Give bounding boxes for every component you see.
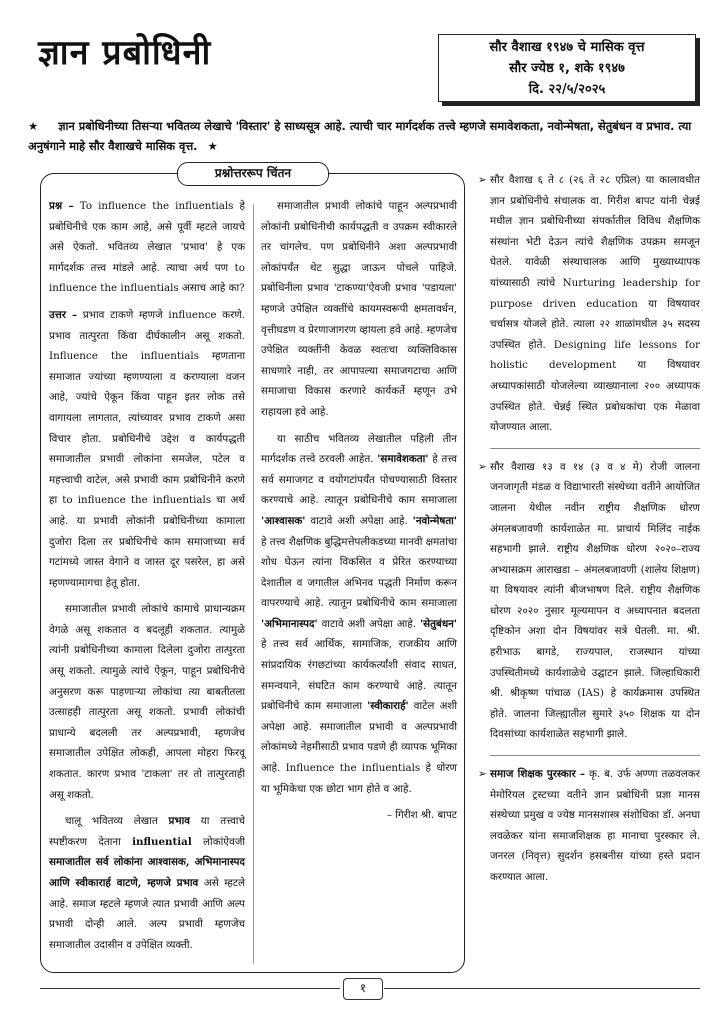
p5-e: हे तत्त्व सर्व आर्थिक, सामाजिक, राजकीय आणि सांप्रदायिक रंगछटांच्या कार्यकर्त्यांशी संवाद साधत, समन्वयाने, संघटित काम करण्याचे आहे. त्यातून प्रबोधिनीचे काम समाजाला <box>261 638 457 713</box>
article-title: प्रश्नोत्तररूप चिंतन <box>177 162 329 186</box>
paragraph-5 <box>261 429 457 800</box>
p3-bold-influential: influential <box>132 835 192 848</box>
news-item-2 <box>478 457 700 745</box>
star-icon: ★ <box>28 119 39 133</box>
answer-paragraph <box>49 305 245 593</box>
p5-a: हे तत्त्व सर्व समाजगट व वयोगटांपर्यंत पोचण्यासाठी विस्तार करण्याचे आहे. त्यातून प्रबोधिनीचे काम समाजाला <box>261 453 457 507</box>
arrow-bullet-icon: ➢ <box>478 460 487 473</box>
p3-mid: या तत्त्वाचे स्पष्टीकरण देताना <box>49 815 245 848</box>
p5-start: या साठीच भवितव्य लेखातील पहिली तीन मार्गदर्शक तत्त्वे ठरवली आहेत. <box>261 432 457 466</box>
intro-text: ज्ञान प्रबोधिनीच्या तिसऱ्या भवितव्य लेखाचे 'विस्तार' हे साध्यसूत्र आहे. त्याची चार मार्गदर्शक तत्त्वे म्हणजे समावेशकता, नवोन्मेषता, सेतुबंधन व प्रभाव. त्या अनुषंगाने माहे सौर वैशाखचे मासिक वृत्त. <box>28 119 692 153</box>
question-label: प्रश्न – <box>49 200 74 212</box>
paragraph-4: समाजातील प्रभावी लोकांचे पाहून अल्पप्रभावी लोकांनी प्रबोधिनीची कार्यपद्धती व उपक्रम स्वीकारले तर चांगलेच. पण प्रबोधिनीने अशा अल्पप्रभावी लोकांपर्यंत थेट सुद्धा जाऊन पोचले पाहिजे. प्रबोधिनीला प्रभाव 'टाकण्या'ऐवजी प्रभाव 'पडायला' म्हणजे उपेक्षित व्यक्तींचे कायमस्वरूपी क्षमतावर्धन, वृत्तीघडण व प्रेरणाजागरण व्हायला हवे आहे. म्हणजेच उपेक्षित व्यक्तींनी केवळ स्वतःचा व्यक्तिविकास साधणारे नाही, तर आपापल्या समाजगटाचा आणि समाजाचा विकास करणारे कार्यकर्ते म्हणून उभे राहायला हवे आहे. <box>261 200 457 418</box>
p3-start: चालू भवितव्य लेखात <box>65 815 158 828</box>
p3-mid2: लोकांऐवजी <box>203 835 245 848</box>
news-divider <box>490 448 700 449</box>
p3-bold-definition: समाजातील सर्व लोकांना आश्वासक, अभिमानास्पद आणि स्वीकारार्ह वाटणे, म्हणजे प्रभाव <box>49 856 245 889</box>
article-signature: – गिरीश श्री. बापट <box>386 809 457 822</box>
p5-bold-setubandhan: 'सेतुबंधन' <box>419 617 458 630</box>
intro-paragraph <box>28 116 696 156</box>
news-item-text: कृ. ब. उर्फ अण्णा तळवलकर मेमोरियल ट्रस्टच्या वतीने ज्ञान प्रबोधिनी प्रज्ञा मानस संस्थेच्या प्रमुख व ज्येष्ठ मानसशास्त्र संशोधिका डॉ. अनघा लवळेकर यांना समाजशिक्षक हा मानाचा पुरस्कार ले. जनरल (निवृत्त) सुदर्शन हसबनीस यांच्या हस्ते प्रदान करण्यात आला. <box>490 768 700 883</box>
p3-bold-prabhav: प्रभाव <box>168 815 190 828</box>
news-item-text: सौर वैशाख ६ ते ८ (२६ ते २८ एप्रिल) या कालावधीत ज्ञान प्रबोधिनीचे संचालक वा. गिरीश बापट यांनी चेन्नई मधील ज्ञान प्रबोधिनीच्या संपर्कातील विविध शैक्षणिक संस्थांना भेटी देऊन त्यांचे शैक्षणिक उपक्रम समजून घेतले. यावेळी संस्थाचालक आणि मुख्याध्यापक यांच्यासाठी त्यांचे Nurturing leadership for purpose driven education या विषयावर चर्चासत्र योजले होते. त्याला २२ शाळांमधील ३५ सदस्य उपस्थित होते. Designing life lessons for holistic development या विषयावर अध्यापकांसाठी योजलेल्या व्याख्यानाला २०० अध्यापक उपस्थित होते. चेन्नई स्थित प्रबोधकांचा एक मेळावा योजण्यात आला. <box>490 174 700 434</box>
question-paragraph <box>49 196 245 299</box>
answer-text: प्रभाव टाकणे म्हणजे influence करणे. प्रभाव तात्पुरता किंवा दीर्घकालीन असू शकतो. Influence the influentials म्हणताना समाजात ज्यांच्या म्हणण्याला व करण्याला वजन आहे, ज्यांचे ऐकून किंवा पाहून इतर लोक तसे वागायला लागतात, त्यांच्यावर प्रभाव टाकणे असा विचार होता. प्रबोधिनीचे उद्देश व कार्यपद्धती समाजातील प्रभावी लोकांना समजेल, पटेल व महत्त्वाची वाटेल, असे प्रभावी काम प्रबोधिनीने करणे हा to influence the influentials चा अर्थ आहे. या प्रभावी लोकांनी प्रबोधिनीच्या कामाला दुजोरा दिला तर प्रबोधिनीचे काम समाजाच्या सर्व गटांमध्ये जास्त वेगाने व जास्त दूर पसरेल, हा असे म्हणण्यामागचा हेतू होता. <box>49 308 245 589</box>
news-item-1 <box>478 170 700 438</box>
article-box <box>40 173 465 973</box>
date-box <box>438 34 696 102</box>
p5-bold-swikararha: 'स्वीकारार्ह' <box>367 700 409 713</box>
arrow-bullet-icon: ➢ <box>478 174 487 186</box>
news-divider <box>490 755 700 756</box>
star-end-icon: ★ <box>207 139 218 153</box>
news-item-3 <box>478 764 700 888</box>
paragraph-3 <box>49 811 245 955</box>
footer-rule-right <box>384 988 700 989</box>
p5-bold-aashwasak: 'आश्वासक' <box>261 514 306 527</box>
article-column-2 <box>261 196 457 826</box>
p3-end: असे म्हटले आहे. समाज म्हटले म्हणजे त्यात प्रभावी आणि अल्प प्रभावी दोन्ही आले. अल्प प्रभावी म्हणजेच समाजातील उदासीन व उपेक्षित व्यक्ती. <box>49 877 245 951</box>
p5-bold-navonmeshata: 'नवोन्मेषता' <box>412 514 458 527</box>
arrow-bullet-icon: ➢ <box>478 768 487 781</box>
news-column <box>478 170 700 898</box>
footer-rule-left <box>40 988 340 989</box>
p5-c: हे तत्त्व शैक्षणिक बुद्धिमत्तेपलीकडच्या मानवी क्षमतांचा शोध घेऊन त्यांना विकसित व प्रेरित करण्याच्या देशातील व जगातील अभिनव पद्धती निर्माण करून वापरण्याचे आहे. त्यातून प्रबोधिनीचे काम समाजाला <box>261 535 457 610</box>
p5-b: वाटावे अशी अपेक्षा आहे. <box>310 514 408 527</box>
p5-f: वाटेल अशी अपेक्षा आहे. समाजातील प्रभावी व अल्पप्रभावी लोकांमध्ये नेहमीसाठी प्रभाव पडणे ही व्यापक भूमिका आहे. Influence the influentials हे धोरण या भूमिकेचा एक छोटा भाग होते व आहे. <box>261 700 457 795</box>
masthead-title: ज्ञान प्रबोधिनी <box>38 33 212 73</box>
article-column-1 <box>49 196 245 961</box>
column-divider <box>253 204 254 964</box>
p5-d: वाटावे अशी अपेक्षा आहे. <box>321 617 416 630</box>
news-item-text: सौर वैशाख १३ व १४ (३ व ४ मे) रोजी जालना जनजागृती मंडळ व विद्याभारती संस्थेच्या वतीने आयोजित जालना येथील नवीन राष्ट्रीय शैक्षणिक धोरण अंमलबजावणी कार्यशाळेत मा. प्राचार्य मिलिंद नाईक सहभागी झाले. राष्ट्रीय शैक्षणिक धोरण २०२०–राज्य अभ्यासक्रम आराखडा – अंमलबजावणी (शालेय शिक्षण) या विषयावर त्यांनी बीजभाषण दिले. राष्ट्रीय शैक्षणिक धोरण २०२० नुसार मूल्यमापन व अध्यापनात बदलता दृष्टिकोन अशा दोन विषयांवर सत्रे घेतली. मा. श्री. हरीभाऊ बागडे, राज्यपाल, राजस्थान यांच्या उपस्थितीमध्ये कार्यशाळेचे उद्घाटन झाले. जिल्हाधिकारी श्री. श्रीकृष्ण पांचाळ (IAS) हे कार्यक्रमास उपस्थित होते. जालना जिल्ह्यातील सुमारे ३५० शिक्षक या दोन दिवसांच्या कार्यशाळेत सहभागी झाले. <box>490 460 700 741</box>
answer-label: उत्तर – <box>49 308 78 321</box>
question-text: To influence the influentials हे प्रबोधिनीचे एक काम आहे, असे पूर्वी म्हटले जायचे असे ऐकतो. भवितव्य लेखात 'प्रभाव' हे एक मार्गदर्शक तत्त्व मांडले आहे. त्याचा अर्थ पण to influence the influentials असाच आहे का? <box>49 200 246 295</box>
date-line-2: सौर ज्येष्ठ १, शके १९४७ <box>509 61 625 76</box>
paragraph-2: समाजातील प्रभावी लोकांचे कामाचे प्राधान्यक्रम वेगळे असू शकतात व बदलूही शकतात. त्यामुळे त्यांनी प्रबोधिनीच्या कामाला दिलेला दुजोरा तात्पुरता असू शकतो. त्यामुळे त्यांचे ऐकून, पाहून प्रबोधिनीचे अनुसरण करू पाहणाऱ्या लोकांचा त्या बाबतीतला उत्साहही तात्पुरता असू शकतो. प्रभावी लोकांची प्राधान्ये बदलली तर अल्पप्रभावी, म्हणजेच समाजातील उपेक्षित लोकही, आपला मोहरा फिरवू शकतात. कारण प्रभाव 'टाकला' तर तो तात्पुरताही असू शकतो. <box>49 603 245 801</box>
p5-bold-abhimanaspad: 'अभिमानास्पद' <box>261 617 318 630</box>
date-line-1: सौर वैशाख १९४७ चे मासिक वृत्त <box>489 40 645 55</box>
date-line-3: दि. २२/५/२०२५ <box>528 82 606 97</box>
news-item-label: समाज शिक्षक पुरस्कार – <box>490 768 586 781</box>
page-number: १ <box>343 978 383 1000</box>
p5-bold-samaveshakta: 'समावेशकता' <box>377 453 429 466</box>
